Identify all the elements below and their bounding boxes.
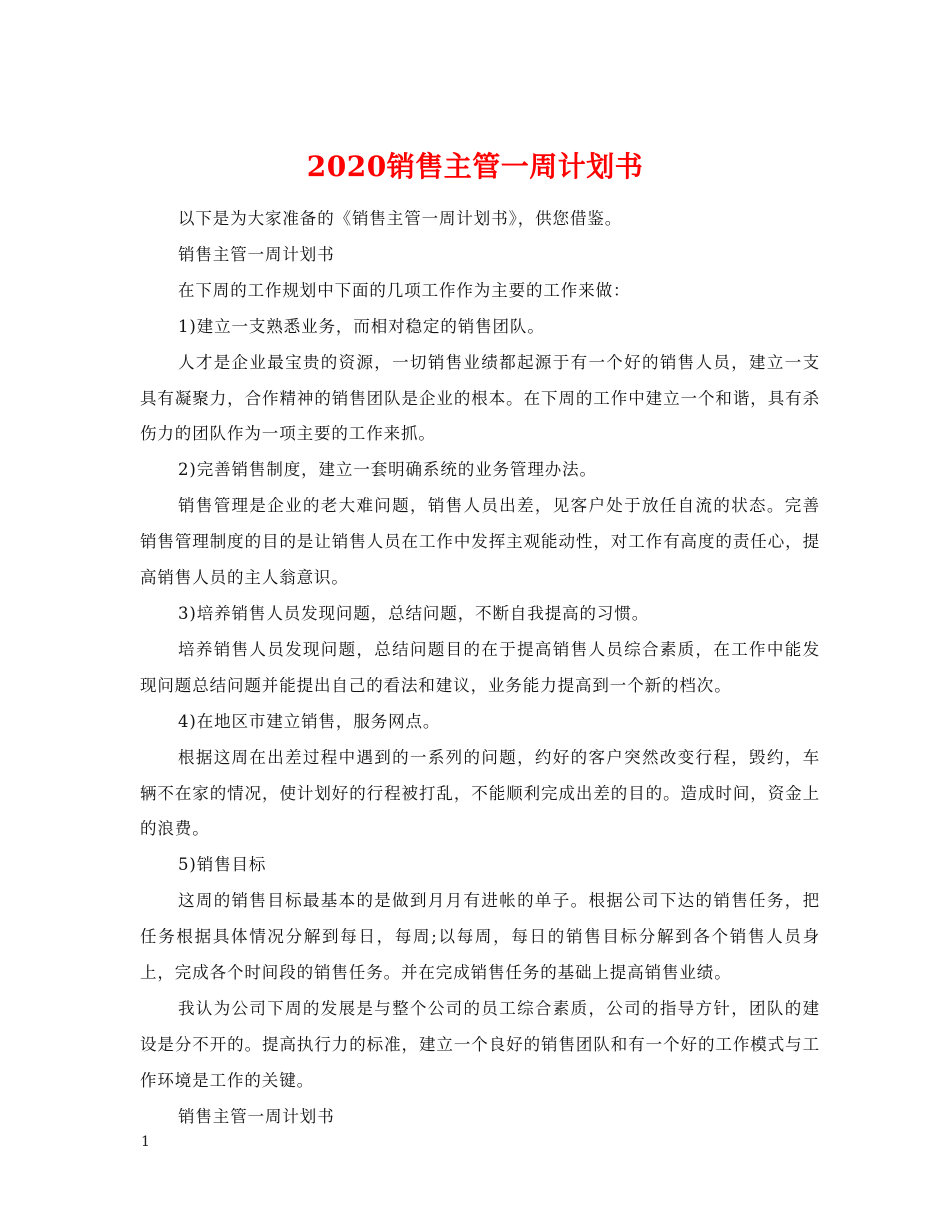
paragraph: 销售主管一周计划书	[178, 1106, 335, 1126]
paragraph: 人才是企业最宝贵的资源，一切销售业绩都起源于有一个好的销售人员，建立一支具有凝聚力，合作精神的销售团队是企业的根本。在下周的工作中建立一个和谐，具有杀伤力的团队作为一项主要的工作来抓。	[140, 352, 820, 444]
paragraph: 1)建立一支熟悉业务，而相对稳定的销售团队。	[178, 316, 545, 336]
page-number: 1	[141, 1134, 150, 1150]
paragraph: 5)销售目标	[178, 855, 267, 875]
paragraph: 4)在地区市建立销售，服务网点。	[178, 711, 441, 731]
paragraph: 销售主管一周计划书	[178, 244, 335, 264]
document-title: 2020销售主管一周计划书	[306, 149, 644, 183]
paragraph: 我认为公司下周的发展是与整个公司的员工综合素质，公司的指导方针，团队的建设是分不开的。提高执行力的标准，建立一个良好的销售团队和有一个好的工作模式与工作环境是工作的关键。	[140, 998, 820, 1090]
document-body	[140, 201, 820, 1135]
paragraph: 3)培养销售人员发现问题，总结问题，不断自我提高的习惯。	[178, 603, 650, 623]
paragraph: 这周的销售目标最基本的是做到月月有进帐的单子。根据公司下达的销售任务，把任务根据具体情况分解到每日，每周;以每周，每日的销售目标分解到各个销售人员身上，完成各个时间段的销售任务。并在完成销售任务的基础上提高销售业绩。	[140, 891, 820, 983]
paragraph: 培养销售人员发现问题，总结问题目的在于提高销售人员综合素质，在工作中能发现问题总结问题并能提出自己的看法和建议，业务能力提高到一个新的档次。	[140, 639, 820, 695]
paragraph: 在下周的工作规划中下面的几项工作作为主要的工作来做：	[178, 280, 631, 300]
paragraph: 以下是为大家准备的《销售主管一周计划书》，供您借鉴。	[178, 209, 623, 228]
paragraph: 销售管理是企业的老大难问题，销售人员出差，见客户处于放任自流的状态。完善销售管理制度的目的是让销售人员在工作中发挥主观能动性，对工作有高度的责任心，提高销售人员的主人翁意识。	[140, 496, 820, 588]
paragraph: 2)完善销售制度，建立一套明确系统的业务管理办法。	[178, 460, 597, 480]
paragraph: 根据这周在出差过程中遇到的一系列的问题，约好的客户突然改变行程，毁约，车辆不在家的情况，使计划好的行程被打乱，不能顺利完成出差的目的。造成时间，资金上的浪费。	[140, 747, 820, 839]
